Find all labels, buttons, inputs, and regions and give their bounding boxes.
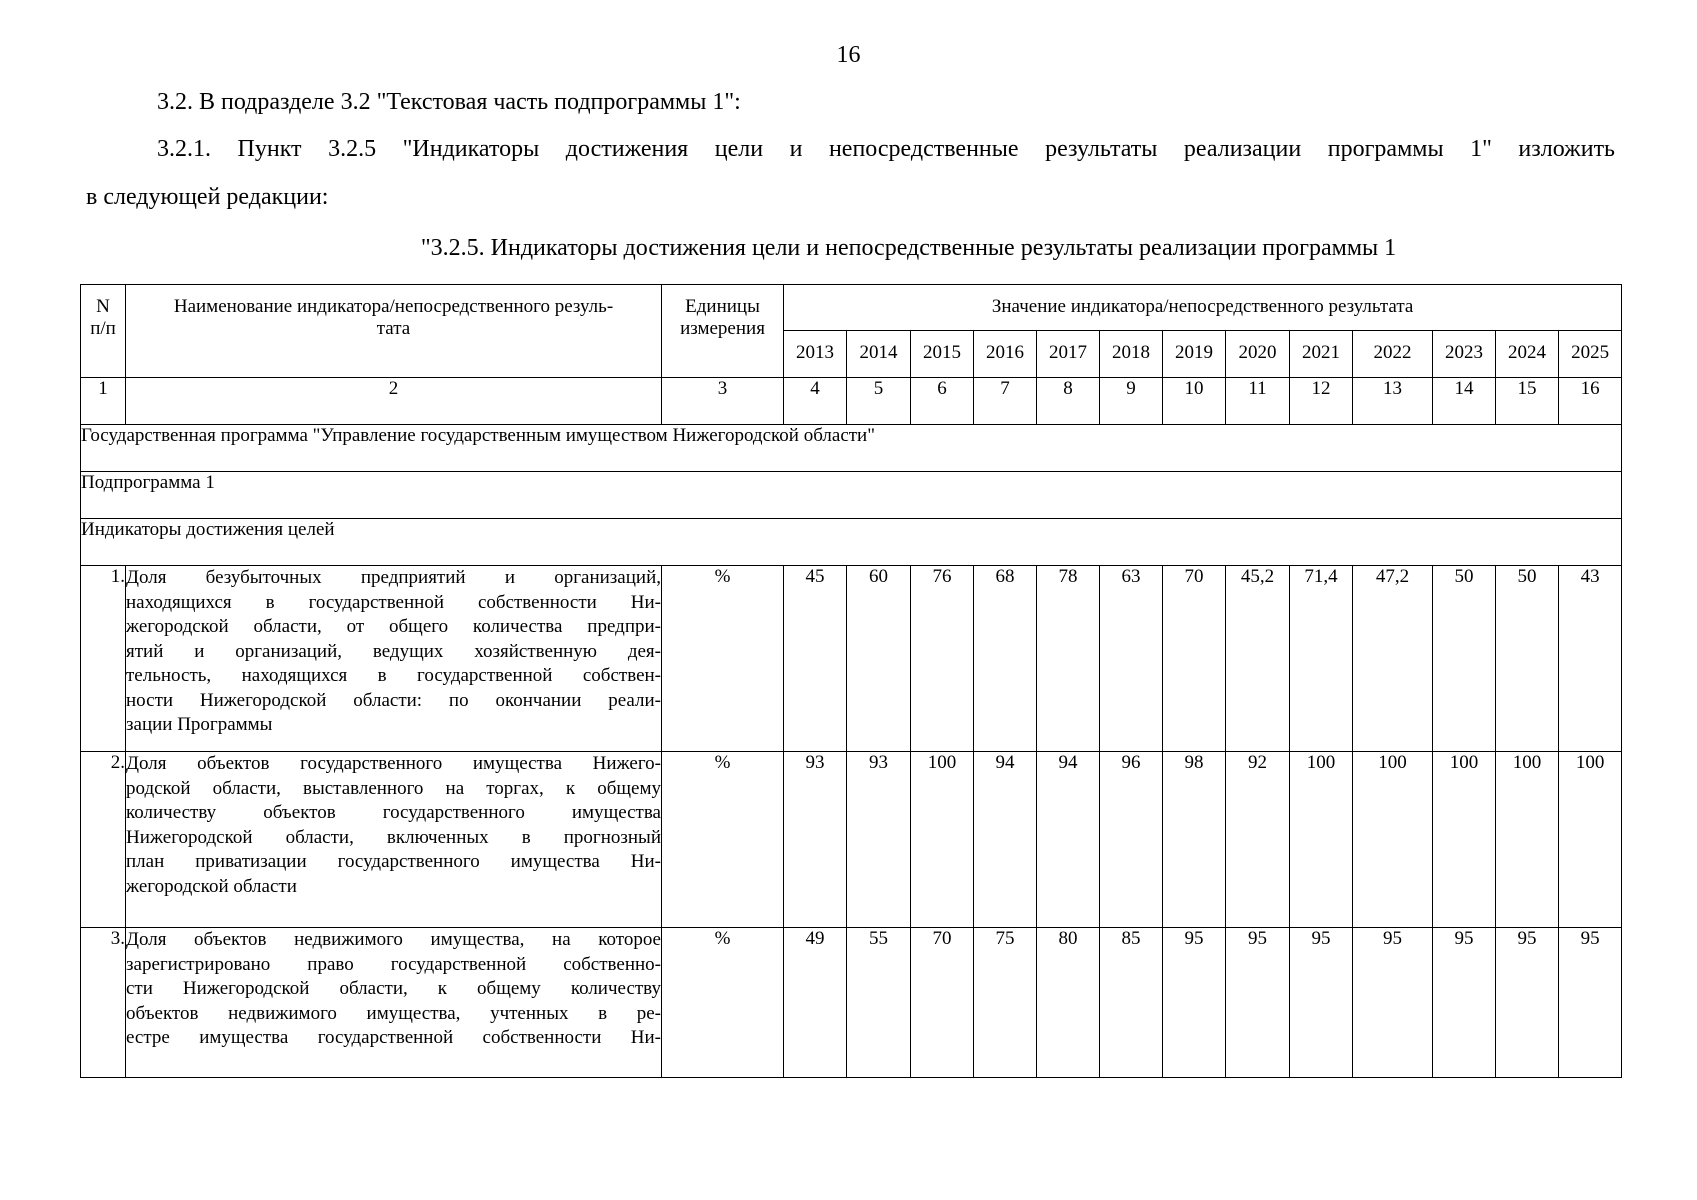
value-cell: 95 [1290,928,1353,1078]
value-cell: 85 [1100,928,1163,1078]
header-year: 2019 [1163,331,1226,378]
unit-cell: % [662,566,784,752]
paragraph-item [86,136,1615,210]
value-cell: 71,4 [1290,566,1353,752]
column-number: 15 [1496,378,1559,425]
column-number: 2 [126,378,662,425]
value-cell: 100 [1559,752,1622,928]
indicator-name-line: объектов недвижимого имущества, учтенных в ре- [126,1002,661,1024]
header-indicator-value: Значение индикатора/непосредственного результата [784,285,1622,331]
paragraph-item-line-2: в следующей редакции: [86,184,329,210]
indicator-name-line: ности Нижегородской области: по окончании реали- [126,689,661,711]
header-unit-line-2: измерения [680,318,765,339]
section-row-program [81,425,1622,472]
value-cell: 100 [1433,752,1496,928]
column-number: 13 [1353,378,1433,425]
value-cell: 95 [1559,928,1622,1078]
value-cell: 94 [1037,752,1100,928]
column-number: 4 [784,378,847,425]
indicator-name-line: находящихся в государственной собственности Ни- [126,591,661,613]
section-indicators-label: Индикаторы достижения целей [81,519,1622,566]
value-cell: 70 [1163,566,1226,752]
header-year: 2018 [1100,331,1163,378]
section-subprogram-label: Подпрограмма 1 [81,472,1622,519]
value-cell: 43 [1559,566,1622,752]
value-cell: 100 [911,752,974,928]
section-row-subprogram [81,472,1622,519]
unit-cell: % [662,928,784,1078]
header-year: 2017 [1037,331,1100,378]
indicator-name-line: тельность, находящихся в государственной собствен- [126,665,661,686]
value-cell: 98 [1163,752,1226,928]
value-cell: 78 [1037,566,1100,752]
indicator-name-line: количеству объектов государственного имущества [126,802,661,823]
indicator-name-line: зарегистрировано право государственной собственно- [126,953,661,975]
indicator-name-line: Доля объектов государственного имущества Нижего- [126,753,661,774]
column-number: 6 [911,378,974,425]
column-number: 1 [81,378,126,425]
header-year: 2023 [1433,331,1496,378]
indicator-name-line: жегородской области [126,875,297,897]
value-cell: 47,2 [1353,566,1433,752]
header-number [81,285,126,378]
indicator-name-line: Нижегородской области, включенных в прогнозный [126,826,661,848]
column-number: 16 [1559,378,1622,425]
table-row [81,928,1622,1078]
header-name-line-1: Наименование индикатора/непосредственного резуль- [173,296,614,317]
row-number: 3. [81,928,126,1078]
header-number-line-2: п/п [90,318,116,339]
column-number: 5 [847,378,911,425]
table-title: "3.2.5. Индикаторы достижения цели и непосредственные результаты реализации программы 1 [420,235,1397,261]
column-number: 10 [1163,378,1226,425]
value-cell: 68 [974,566,1037,752]
column-number: 3 [662,378,784,425]
header-year: 2022 [1353,331,1433,378]
header-year: 2024 [1496,331,1559,378]
section-row-indicators [81,519,1622,566]
value-cell: 95 [1163,928,1226,1078]
header-unit-line-1: Единицы [685,296,760,317]
indicator-name-line: ятий и организаций, ведущих хозяйственную дея- [126,640,661,662]
indicators-table [80,284,1622,1078]
header-name-line-2: тата [376,318,411,339]
header-number-line-1: N [96,296,110,317]
column-number: 14 [1433,378,1496,425]
value-cell: 100 [1290,752,1353,928]
value-cell: 95 [1353,928,1433,1078]
value-cell: 50 [1496,566,1559,752]
value-cell: 55 [847,928,911,1078]
indicator-name-line: естре имущества государственной собственности Ни- [126,1027,661,1048]
header-year: 2020 [1226,331,1290,378]
indicator-name-line: родской области, выставленного на торгах, к общему [126,777,661,799]
value-cell: 93 [784,752,847,928]
section-program-label: Государственная программа "Управление государственным имуществом Нижегородской области" [81,425,1622,472]
value-cell: 45,2 [1226,566,1290,752]
table-row [81,566,1622,752]
header-year: 2015 [911,331,974,378]
indicator-name-line: жегородской области, от общего количества предпри- [126,616,661,637]
value-cell: 96 [1100,752,1163,928]
value-cell: 49 [784,928,847,1078]
value-cell: 95 [1496,928,1559,1078]
value-cell: 95 [1433,928,1496,1078]
column-number: 8 [1037,378,1100,425]
header-year: 2016 [974,331,1037,378]
value-cell: 100 [1496,752,1559,928]
indicator-name-line: зации Программы [126,714,273,735]
column-number: 7 [974,378,1037,425]
paragraph-item-line-1: 3.2.1. Пункт 3.2.5 "Индикаторы достижения цели и непосредственные результаты реализации программы 1" изложить [157,136,1615,162]
value-cell: 70 [911,928,974,1078]
header-year: 2025 [1559,331,1622,378]
indicator-name-line: сти Нижегородской области, к общему количеству [126,978,661,999]
header-year: 2021 [1290,331,1353,378]
value-cell: 80 [1037,928,1100,1078]
value-cell: 60 [847,566,911,752]
column-number: 11 [1226,378,1290,425]
row-number: 1. [81,566,126,752]
header-year: 2014 [847,331,911,378]
table-header-row [81,285,1622,331]
table-row [81,752,1622,928]
value-cell: 45 [784,566,847,752]
indicator-name-line: план приватизации государственного имущества Ни- [126,851,661,872]
value-cell: 76 [911,566,974,752]
indicator-name-line: Доля объектов недвижимого имущества, на которое [126,929,661,950]
column-number: 12 [1290,378,1353,425]
value-cell: 100 [1353,752,1433,928]
row-number: 2. [81,752,126,928]
page-number: 16 [836,42,861,68]
column-number: 9 [1100,378,1163,425]
value-cell: 63 [1100,566,1163,752]
unit-cell: % [662,752,784,928]
value-cell: 92 [1226,752,1290,928]
value-cell: 95 [1226,928,1290,1078]
header-year: 2013 [784,331,847,378]
indicator-name [126,566,662,752]
indicator-name [126,928,662,1078]
value-cell: 94 [974,752,1037,928]
value-cell: 75 [974,928,1037,1078]
paragraph-subsection: 3.2. В подразделе 3.2 "Текстовая часть подпрограммы 1": [157,89,741,115]
indicator-name-line: Доля безубыточных предприятий и организаций, [126,567,661,588]
header-unit [662,285,784,378]
value-cell: 93 [847,752,911,928]
header-indicator-name [126,285,662,378]
value-cell: 50 [1433,566,1496,752]
column-number-row [81,378,1622,425]
indicator-name [126,752,662,928]
